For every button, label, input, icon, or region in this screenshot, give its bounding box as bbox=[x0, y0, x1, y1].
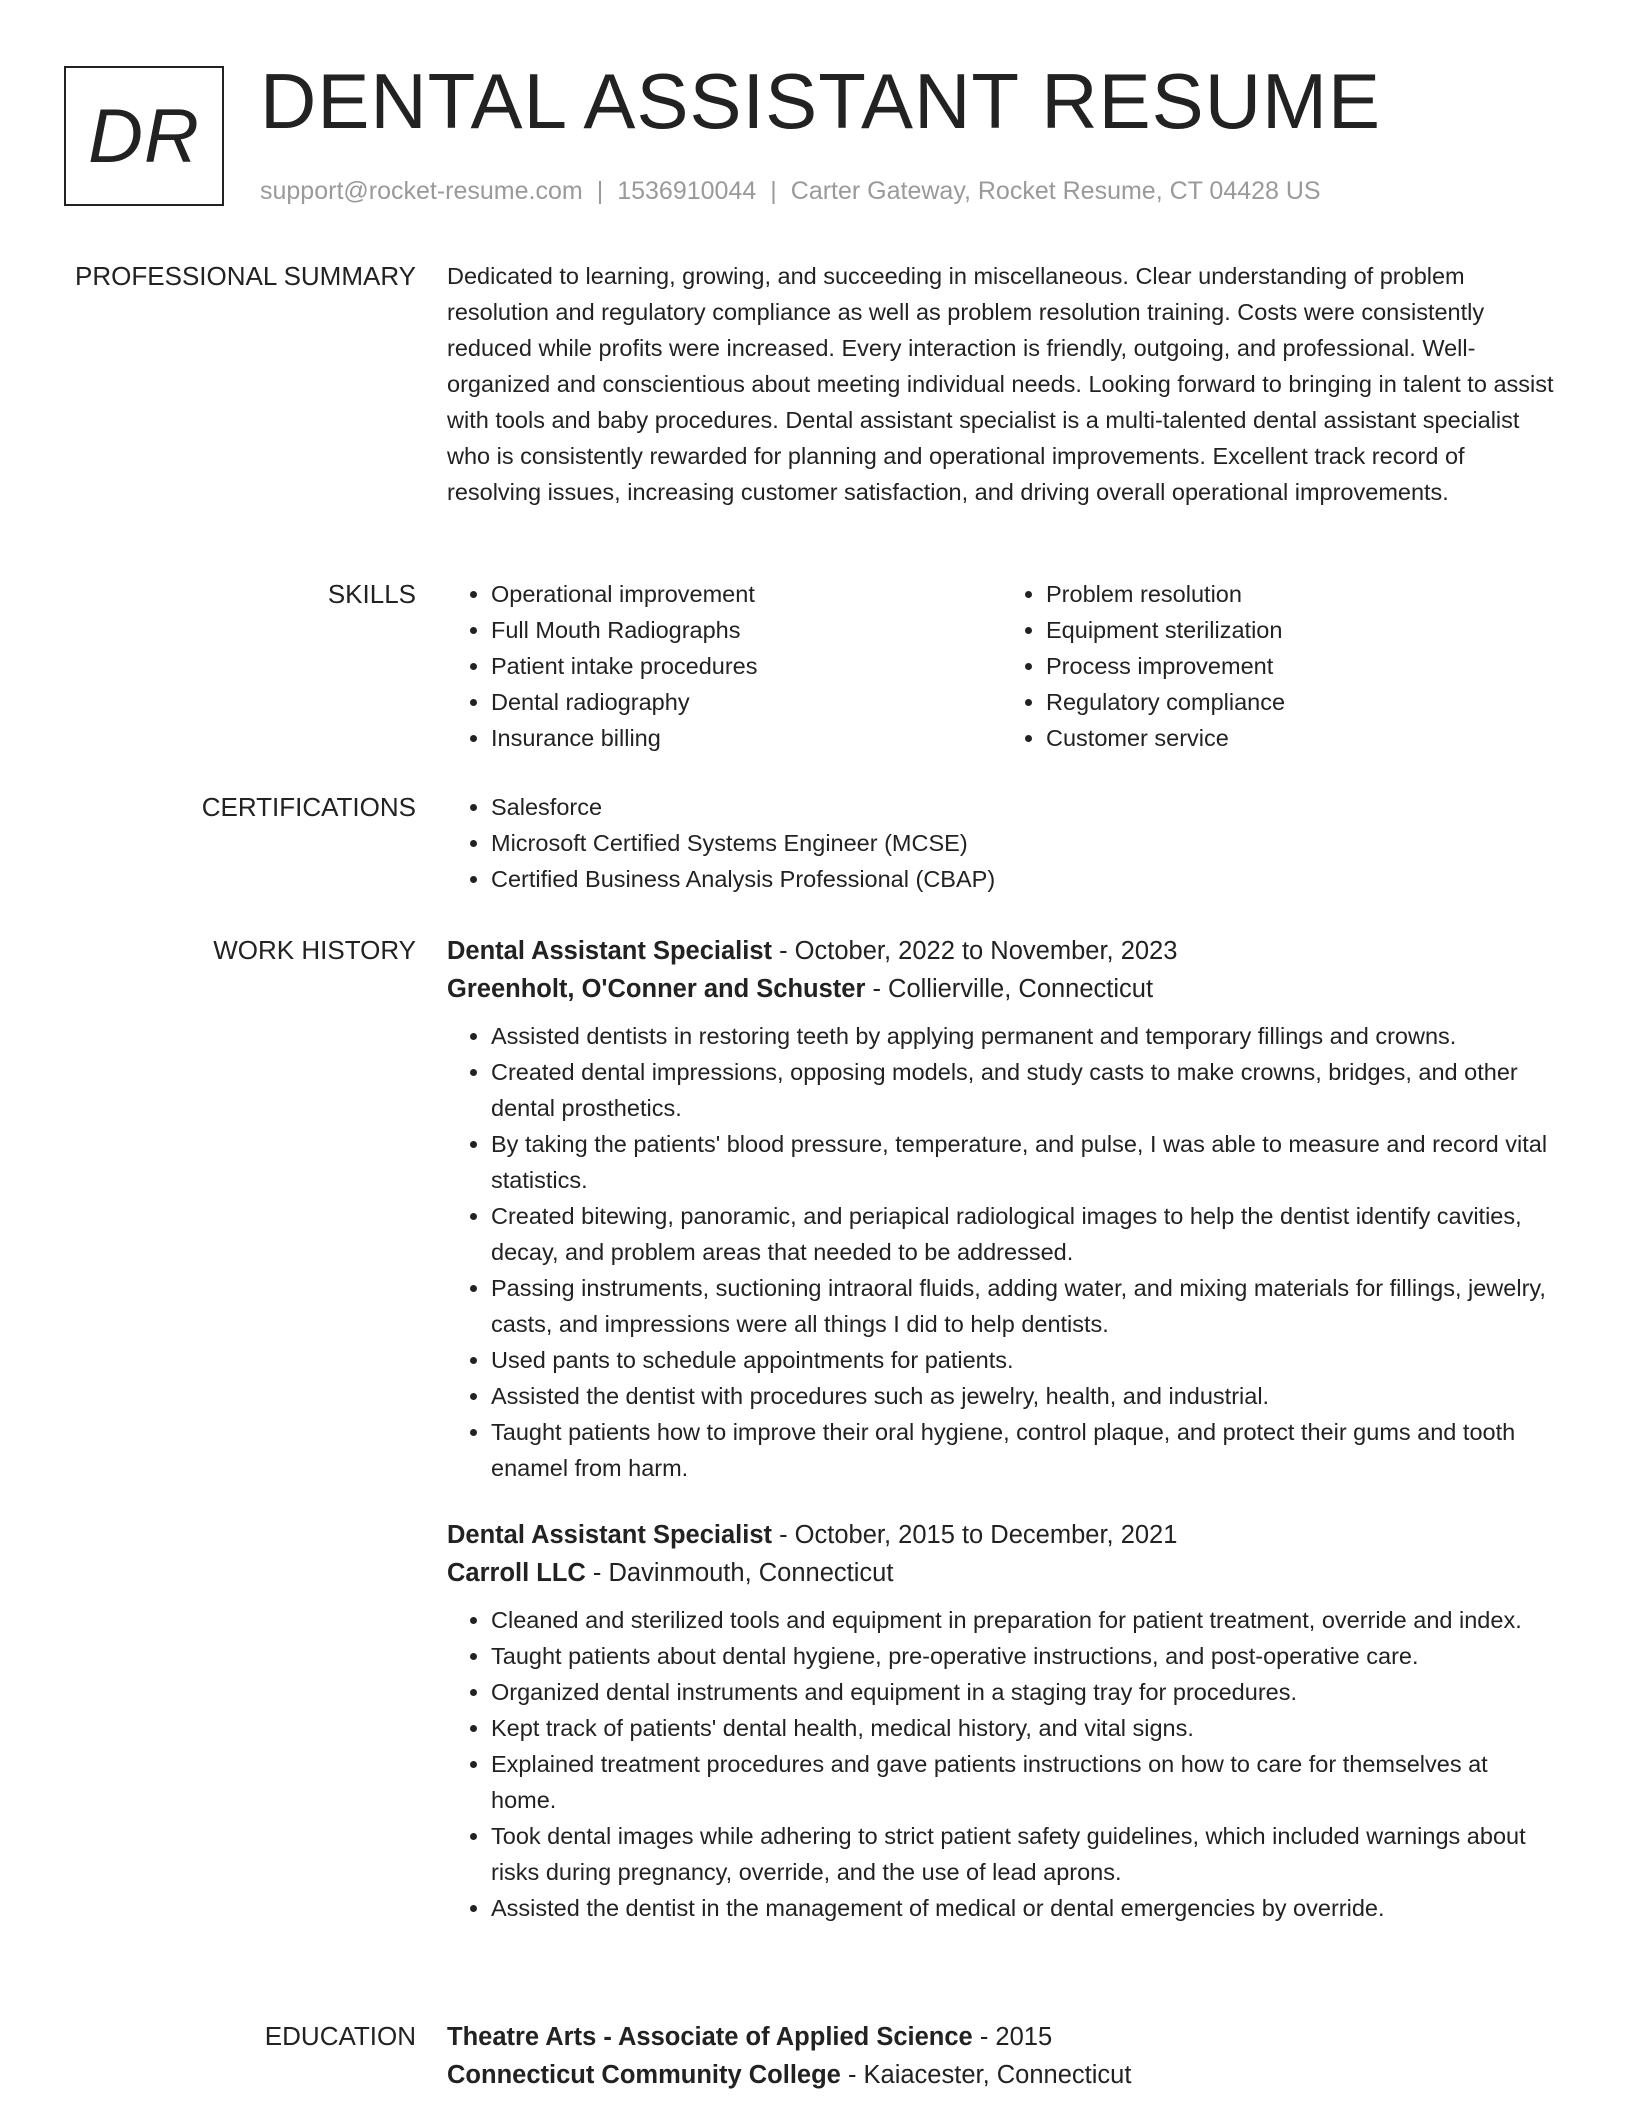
summary-content bbox=[447, 258, 1557, 510]
job-duties-list bbox=[447, 1018, 1557, 1486]
job-duty: • Created bitewing, panoramic, and periapical radiological images to help the dentist identify cavities, decay, and problem areas that needed to be addressed. bbox=[491, 1198, 1557, 1270]
skill-item: • Full Mouth Radiographs bbox=[491, 612, 1002, 648]
education-degree: Theatre Arts - Associate of Applied Science bbox=[447, 2023, 973, 2051]
job-duty: • Created dental impressions, opposing models, and study casts to make crowns, bridges, and other dental prosthetics. bbox=[491, 1054, 1557, 1126]
job-company: Carroll LLC bbox=[447, 1559, 586, 1587]
education-degree-line bbox=[447, 2018, 1557, 2056]
job-duty: • Assisted dentists in restoring teeth by applying permanent and temporary fillings and crowns. bbox=[491, 1018, 1557, 1054]
section-label-skills: SKILLS bbox=[327, 579, 416, 609]
job-location: - Collierville, Connecticut bbox=[865, 975, 1154, 1003]
job-company: Greenholt, O'Conner and Schuster bbox=[447, 975, 866, 1003]
job-duty: • Passing instruments, suctioning intraoral fluids, adding water, and mixing materials for fillings, jewelry, casts, and impressions were all things I did to help dentists. bbox=[491, 1270, 1557, 1342]
job-duty: • By taking the patients' blood pressure, temperature, and pulse, I was able to measure and record vital statistics. bbox=[491, 1126, 1557, 1198]
education-location: - Kaiacester, Connecticut bbox=[840, 2061, 1132, 2089]
certifications-content bbox=[447, 789, 1557, 897]
job-dates: - October, 2015 to December, 2021 bbox=[772, 1521, 1178, 1549]
job-duty: • Used pants to schedule appointments for patients. bbox=[491, 1342, 1557, 1378]
job-duties-list bbox=[447, 1602, 1557, 1926]
job-title-line bbox=[447, 932, 1557, 970]
skill-item: • Problem resolution bbox=[1046, 576, 1557, 612]
skill-item: • Process improvement bbox=[1046, 648, 1557, 684]
section-label-summary: PROFESSIONAL SUMMARY bbox=[75, 261, 416, 291]
page-title: DENTAL ASSISTANT RESUME bbox=[260, 57, 1382, 145]
job-duty: • Assisted the dentist with procedures such as jewelry, health, and industrial. bbox=[491, 1378, 1557, 1414]
skill-item: • Customer service bbox=[1046, 720, 1557, 756]
work-history-content bbox=[447, 932, 1557, 1926]
skill-item: • Patient intake procedures bbox=[491, 648, 1002, 684]
job-duty: • Organized dental instruments and equipment in a staging tray for procedures. bbox=[491, 1674, 1557, 1710]
certification-item: • Salesforce bbox=[491, 789, 1557, 825]
skills-content bbox=[447, 576, 1557, 756]
skills-list-right bbox=[1002, 576, 1557, 756]
education-school: Connecticut Community College bbox=[447, 2061, 841, 2089]
job-duty: • Took dental images while adhering to strict patient safety guidelines, which included warnings about risks during pregnancy, override, and the use of lead aprons. bbox=[491, 1818, 1557, 1890]
skill-item: • Operational improvement bbox=[491, 576, 1002, 612]
certification-item: • Microsoft Certified Systems Engineer (MCSE) bbox=[491, 825, 1557, 861]
job-entry bbox=[447, 932, 1557, 1486]
skill-item: • Dental radiography bbox=[491, 684, 1002, 720]
education-content bbox=[447, 2018, 1557, 2094]
skill-item: • Equipment sterilization bbox=[1046, 612, 1557, 648]
job-title: Dental Assistant Specialist bbox=[447, 1521, 773, 1549]
contact-address: Carter Gateway, Rocket Resume, CT 04428 US bbox=[790, 177, 1321, 205]
contact-phone: 1536910044 bbox=[617, 177, 757, 205]
summary-text: Dedicated to learning, growing, and succeeding in miscellaneous. Clear understanding of problem resolution and regulatory compliance as well as problem resolution training. Costs were consistently reduced while profits were increased. Every interaction is friendly, outgoing, and professional. Well-organized and conscientious about meeting individual needs. Looking forward to bringing in talent to assist with tools and baby procedures. Dental assistant specialist is a multi-talented dental assistant specialist who is consistently rewarded for planning and operational improvements. Excellent track record of resolving issues, increasing customer satisfaction, and driving overall operational improvements. bbox=[447, 263, 1554, 505]
job-duty: • Explained treatment procedures and gave patients instructions on how to care for themselves at home. bbox=[491, 1746, 1557, 1818]
certifications-list bbox=[447, 789, 1557, 897]
section-label-certifications: CERTIFICATIONS bbox=[201, 792, 416, 822]
contact-separator: | bbox=[596, 177, 604, 205]
certification-item: • Certified Business Analysis Professional (CBAP) bbox=[491, 861, 1557, 897]
section-label-work-history: WORK HISTORY bbox=[213, 935, 416, 965]
job-company-line bbox=[447, 1554, 1557, 1592]
job-location: - Davinmouth, Connecticut bbox=[585, 1559, 894, 1587]
skills-list-left bbox=[447, 576, 1002, 756]
job-duty: • Assisted the dentist in the management of medical or dental emergencies by override. bbox=[491, 1890, 1557, 1926]
skill-item: • Insurance billing bbox=[491, 720, 1002, 756]
job-title-line bbox=[447, 1516, 1557, 1554]
job-entry bbox=[447, 1516, 1557, 1926]
job-duty: • Taught patients how to improve their oral hygiene, control plaque, and protect their gums and tooth enamel from harm. bbox=[491, 1414, 1557, 1486]
contact-separator: | bbox=[770, 177, 777, 205]
monogram-badge: DR bbox=[64, 66, 224, 206]
skill-item: • Regulatory compliance bbox=[1046, 684, 1557, 720]
education-year: - 2015 bbox=[972, 2023, 1053, 2051]
contact-line bbox=[260, 174, 1321, 208]
job-dates: - October, 2022 to November, 2023 bbox=[772, 937, 1178, 965]
job-duty: • Kept track of patients' dental health, medical history, and vital signs. bbox=[491, 1710, 1557, 1746]
job-company-line bbox=[447, 970, 1557, 1008]
job-duty: • Cleaned and sterilized tools and equipment in preparation for patient treatment, override and index. bbox=[491, 1602, 1557, 1638]
job-duty: • Taught patients about dental hygiene, pre-operative instructions, and post-operative care. bbox=[491, 1638, 1557, 1674]
contact-email: support@rocket-resume.com bbox=[260, 177, 583, 205]
section-label-education: EDUCATION bbox=[264, 2021, 416, 2051]
education-school-line bbox=[447, 2056, 1557, 2094]
job-title: Dental Assistant Specialist bbox=[447, 937, 773, 965]
